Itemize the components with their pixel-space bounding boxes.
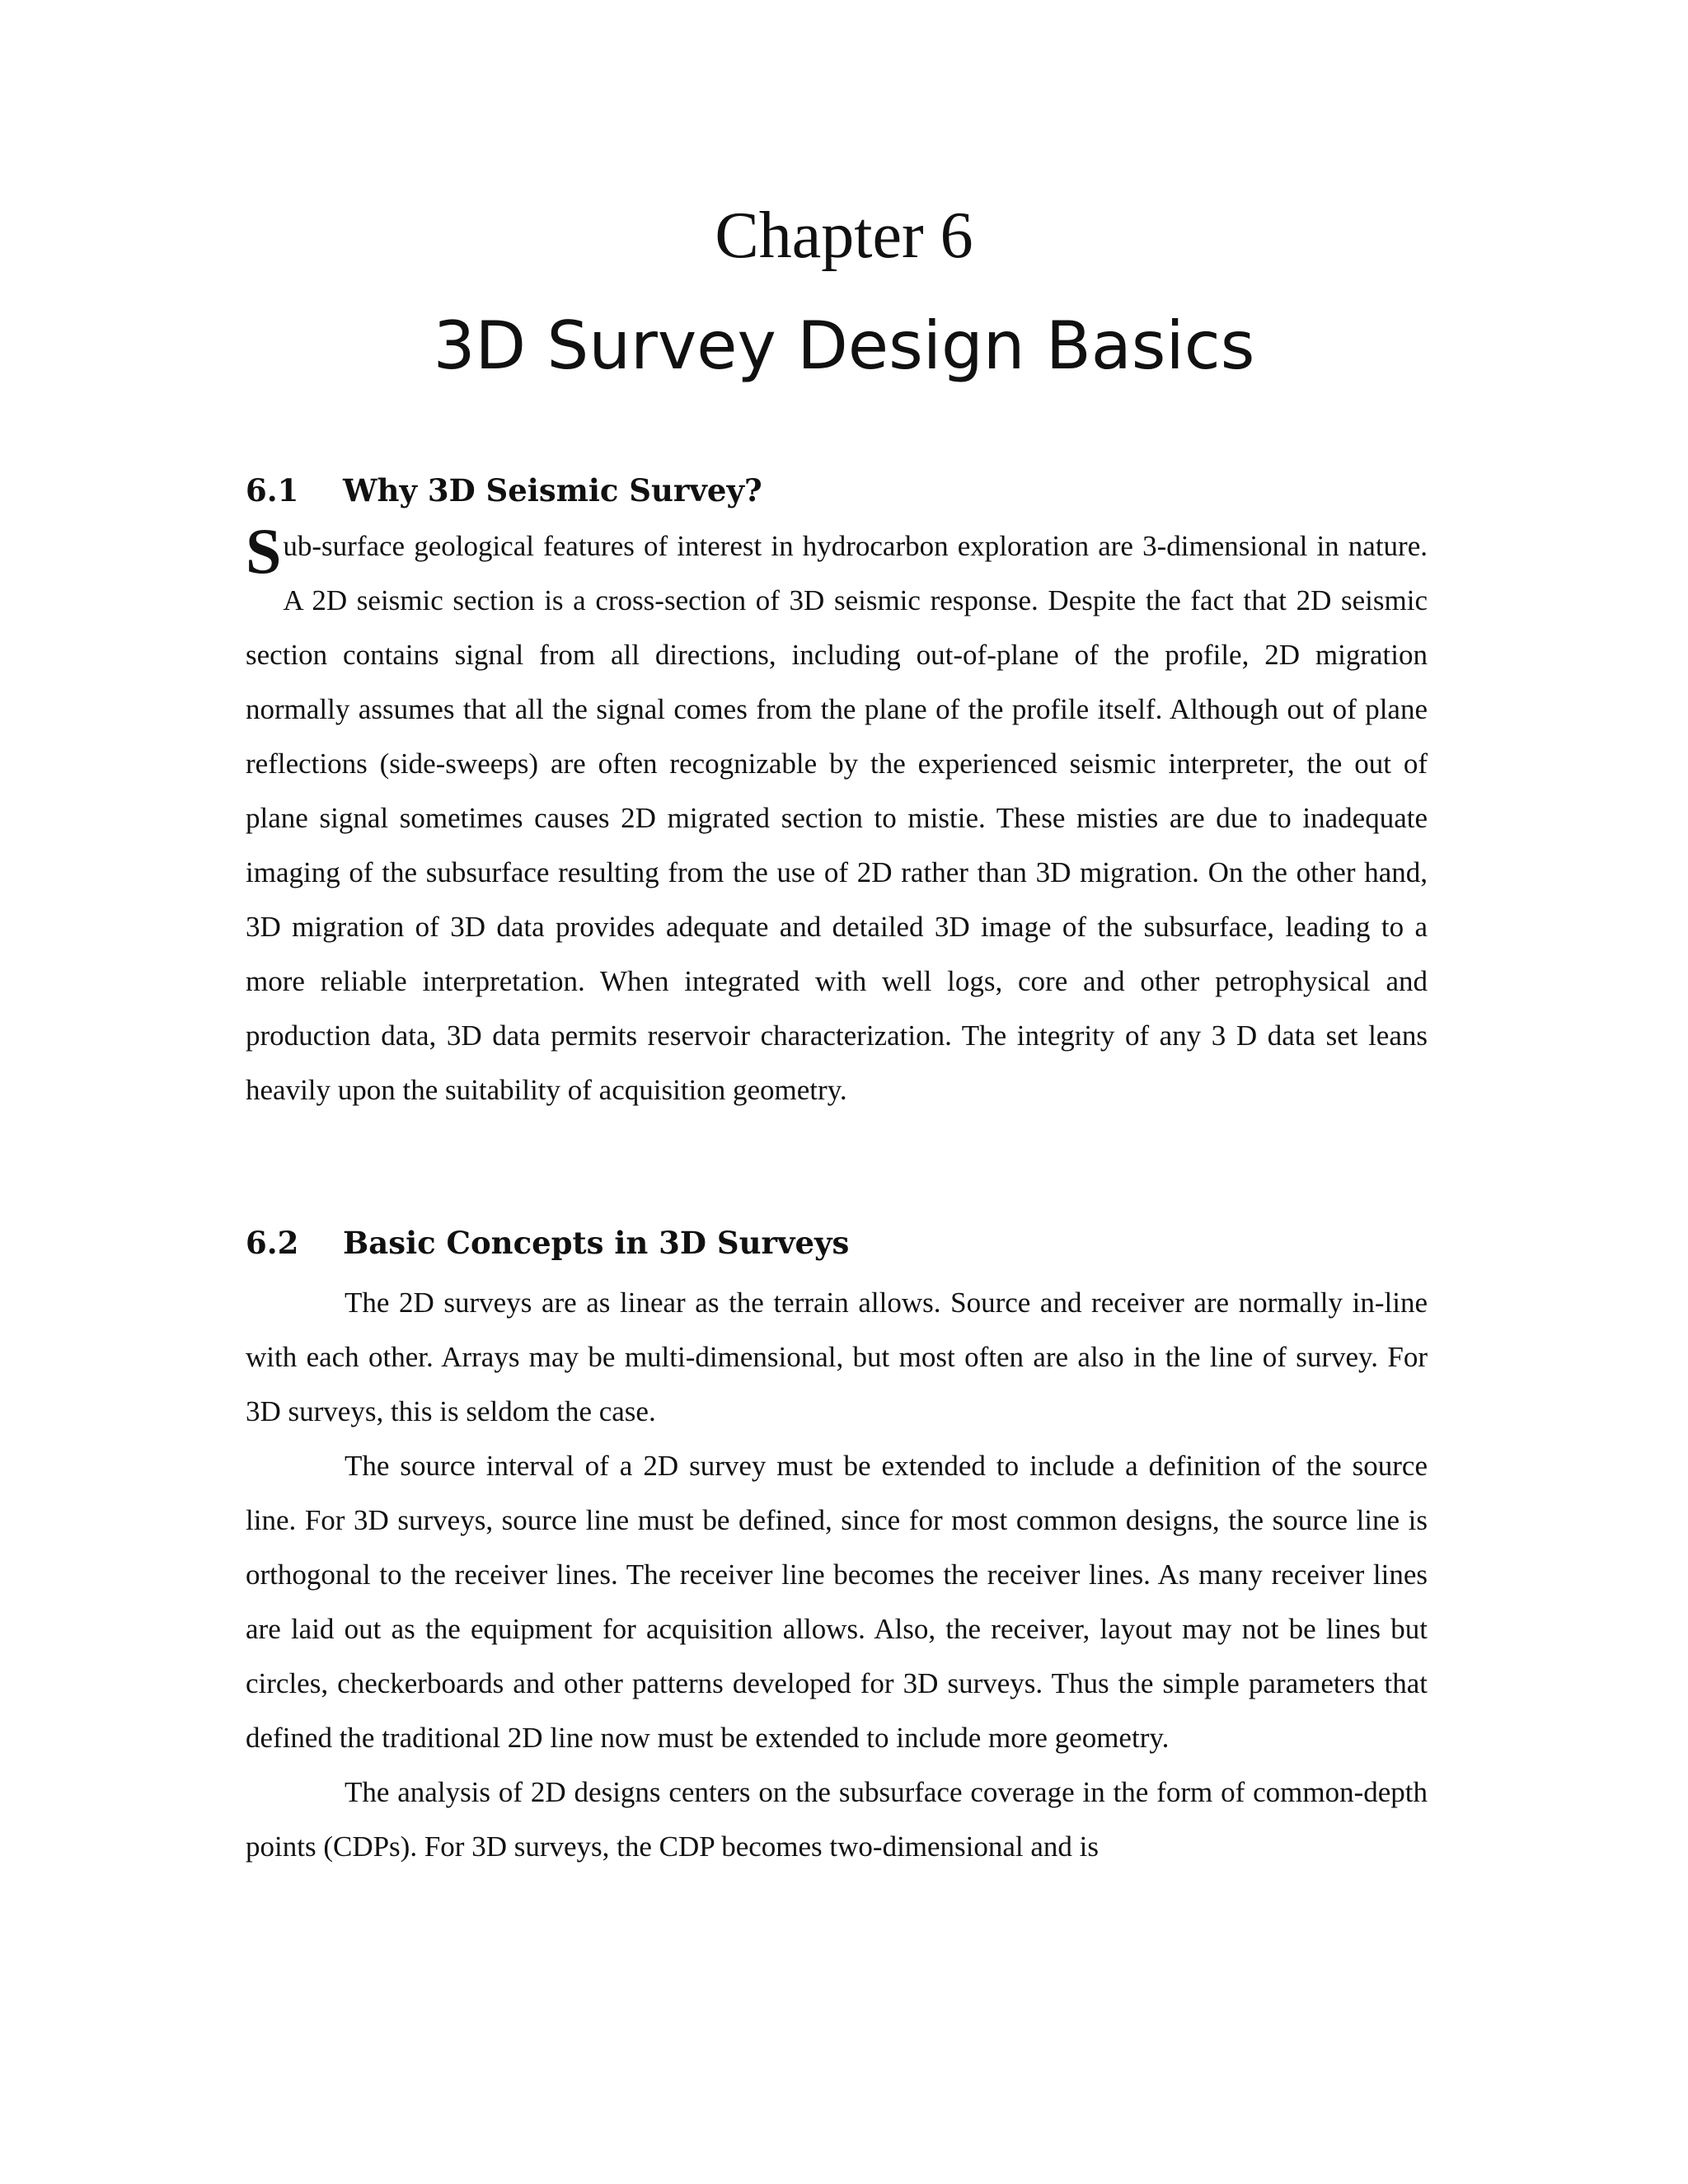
paragraph: The 2D surveys are as linear as the terrain allows. Source and receiver are normally in-line with each other. Arrays may be multi-dimensional, but most often are also in the line of survey. For 3D surveys, this is seldom the case. <box>246 1286 1428 1427</box>
paragraph-text: ub-surface geological features of interest in hydrocarbon exploration are 3-dimensional in nature. A 2D seismic section is a cross-section of 3D seismic response. Despite the fact that 2D seismic section contains signal from all directions, including out-of-plane of the profile, 2D migration normally assumes that all the signal comes from the plane of the profile itself. Although out of plane reflections (side-sweeps) are often recognizable by the experienced seismic interpreter, the out of plane signal sometimes causes 2D migrated section to mistie. These misties are due to inadequate imaging of the subsurface resulting from the use of 2D rather than 3D migration. On the other hand, 3D migration of 3D data provides adequate and detailed 3D image of the subsurface, leading to a more reliable interpretation. When integrated with well logs, core and other petrophysical and production data, 3D data permits reservoir characterization. The integrity of any 3 D data set leans heavily upon the suitability of acquisition geometry. <box>246 530 1428 1106</box>
chapter-title: 3D Survey Design Basics <box>433 307 1255 384</box>
section-title: Why 3D Seismic Survey? <box>343 472 762 509</box>
drop-cap: S <box>246 515 282 587</box>
section-title: Basic Concepts in 3D Surveys <box>343 1225 850 1261</box>
chapter-label: Chapter 6 <box>715 199 973 272</box>
section-heading-6-1 <box>246 470 762 511</box>
paragraph: The source interval of a 2D survey must be extended to include a definition of the source line. For 3D surveys, source line must be defined, since for most common designs, the source line is orthogonal to the receiver lines. The receiver line becomes the receiver lines. As many receiver lines are laid out as the equipment for acquisition allows. Also, the receiver, layout may not be lines but circles, checkerboards and other patterns developed for 3D surveys. Thus the simple parameters that defined the traditional 2D line now must be extended to include more geometry. <box>246 1450 1428 1754</box>
section-number: 6.2 <box>246 1225 299 1261</box>
section-number: 6.1 <box>246 472 299 509</box>
section-body-6-2 <box>246 1276 1428 1874</box>
section-body-6-1 <box>246 515 1428 1118</box>
section-heading-6-2 <box>246 1222 849 1263</box>
paragraph <box>246 515 1428 1118</box>
paragraph: The analysis of 2D designs centers on the subsurface coverage in the form of common-depth points (CDPs). For 3D surveys, the CDP becomes two-dimensional and is <box>246 1776 1428 1863</box>
